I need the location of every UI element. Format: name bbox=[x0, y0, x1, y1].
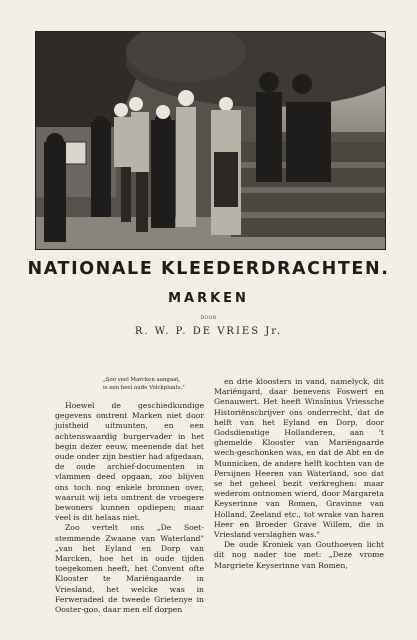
left-text-column bbox=[55, 401, 204, 615]
article-title: NATIONALE KLEEDERDRACHTEN. bbox=[27, 259, 390, 279]
paragraph: Hoewel de geschiedkundige gegevens omtrent Marken niet door juistheid uitmunten, en een achtenswaardig burgervader in het begin dezer eeuw, meenende dat het oude onder zijn bestier had afgedaan, de oude archief-documenten in vlammen deed opgaan, zoo blijven ons toch nog enkele bronnen over, waaruit wij iets omtrent de vroegere bewoners kunnen opdiepen; maar veel is dit helaas niet. bbox=[55, 401, 204, 523]
epigraph bbox=[103, 377, 203, 392]
byline-prefix: DOOR bbox=[200, 316, 217, 321]
author-name: R. W. P. DE VRIES Jr. bbox=[134, 326, 283, 337]
costume-photograph bbox=[35, 31, 386, 250]
article-subtitle: MARKEN bbox=[168, 291, 249, 306]
epigraph-line: „Soo veel Marcken aangaat, bbox=[103, 377, 181, 383]
epigraph-line: is een heel oude Volckplants." bbox=[103, 384, 185, 391]
photo-illustration bbox=[36, 32, 385, 249]
right-text-column bbox=[214, 377, 384, 571]
paragraph: Zoo vertelt ons „De Soet-stemmende Zwaane van Waterland" „van het Eyland en Dorp van Marcken, hoe het in oude tijden toegekomen heeft, het Convent ofte Klooster te Mariëngaarde in Vriesland, het welcke was in Ferweradeel de tweede Grietenye in Ooster-goo, daar men elf dorpen bbox=[55, 523, 204, 615]
paragraph: De oude Kroniek van Gouthoeven licht dit nog nader toe met: „Deze vrome Margriete Keyserinne van Romen, bbox=[214, 540, 384, 570]
paragraph: en drie kloosters in vand, namelyck, dit Mariëngard, daar benevens Foswert en Genauwert. Het heeft Winsînius Vriessche Historiënschrijver ons onderrecht, dat de helft van het Eyland en Dorp, door Godsdienstige Hollanderen, aan 't ghemelde Klooster van Mariëngaarde wech-geschonken was, en dat de Abt en de Munnicken, de andere helft kochten van de Persijnen Heeren van Waterland, soo dat se het geheel bezit verkreghen: maar wederom ontnomen wierd, door Margareta Keyserinne van Romen, Gravinne van Holland, Zeeland etc., tot wrake van haren Heer en Broeder Grave Willem, die in Vriesland verslaghen was." bbox=[214, 377, 384, 540]
